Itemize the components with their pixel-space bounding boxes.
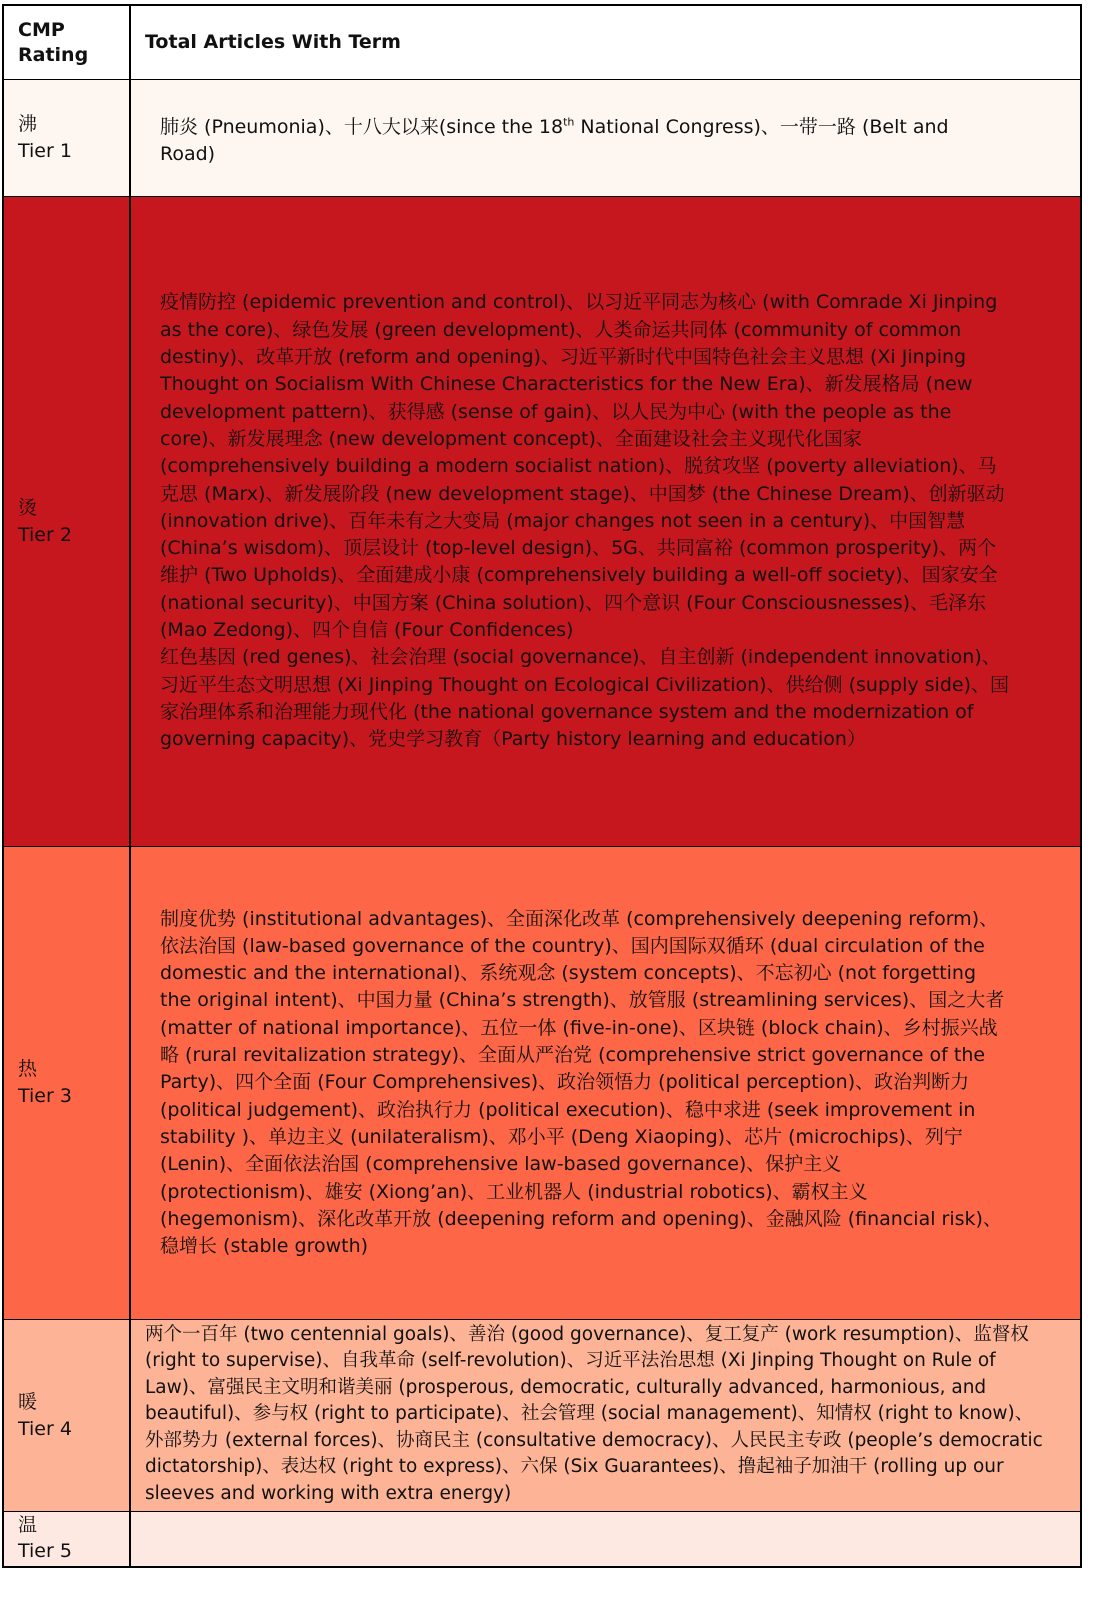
tier-3-terms-text: 制度优势 (institutional advantages)、全面深化改革 (comprehensively deepening reform)、依法治国 (law-based governance of the country)、国内国际双循环 (dual circulation of the domestic and the international)、系统观念 (system concepts)、不忘初心 (not forgetting the original intent)、中国力量 (China’s strength)、放管服 (streamlining services)、国之大者 (matter of national importance)、五位一体 (five-in-one)、区块链 (block chain)、乡村振兴战略 (rural revitalization strategy)、全面从严治党 (comprehensive strict governance of the Party)、四个全面 (Four Comprehensives)、政治领悟力 (political perception)、政治判断力 (political judgement)、政治执行力 (political execution)、稳中求进 (seek improvement in stability )、单边主义 (unilateralism)、邓小平 (Deng Xiaoping)、芯片 (microchips)、列宁 (Lenin)、全面依法治国 (comprehensive law-based governance)、保护主义 (protectionism)、雄安 (Xiong’an)、工业机器人 (industrial robotics)、霸权主义 (hegemonism)、深化改革开放 (deepening reform and opening)、金融风险 (financial risk)、稳增长 (stable growth) [160,907,1005,1258]
tier-3-chinese: 热 [18,1058,38,1080]
header-total-articles: Total Articles With Term [145,30,401,53]
tier-1-rating [4,80,131,196]
tier-4-label: Tier 4 [18,1417,72,1440]
header-cmp-rating: CMP Rating [4,6,131,79]
tier-2-terms [131,197,1080,846]
tier-2-row [4,197,1080,847]
tier-2-terms-text-2: 红色基因 (red genes)、社会治理 (social governance)、自主创新 (independent innovation)、习近平生态文明思想 (Xi Jinping Thought on Ecological Civilization)、供给侧 (supply side)、国家治理体系和治理能力现代化 (the national governance system and the modernization of governing capacity)、党史学习教育（Party history learning and education） [160,646,1009,751]
tier-2-terms-text: 疫情防控 (epidemic prevention and control)、以习近平同志为核心 (with Comrade Xi Jinping as the core)、绿色发展 (green development)、人类命运共同体 (community of common destiny)、改革开放 (reform and opening)、习近平新时代中国特色社会主义思想 (Xi Jinping Thought on Socialism With Chinese Characteristics for the New Era)、新发展格局 (new development pattern)、获得感 (sense of gain)、以人民为中心 (with the people as the core)、新发展理念 (new development concept)、全面建设社会主义现代化国家 (comprehensively building a modern socialist nation)、脱贫攻坚 (poverty alleviation)、马克思 (Marx)、新发展阶段 (new development stage)、中国梦 (the Chinese Dream)、创新驱动 (innovation drive)、百年未有之大变局 (major changes not seen in a century)、中国智慧 (China’s wisdom)、顶层设计 (top-level design)、5G、共同富裕 (common prosperity)、两个维护 (Two Upholds)、全面建成小康 (comprehensively building a well-off society)、国家安全 (national security)、中国方案 (China solution)、四个意识 (Four Consciousnesses)、毛泽东 (Mao Zedong)、四个自信 (Four Confidences) [160,291,1005,642]
tier-1-terms [131,80,1080,196]
tier-1-text-before: 肺炎 (Pneumonia)、十八大以来(since the 18 [160,115,564,138]
tier-5-row [4,1512,1080,1566]
tier-1-terms-text [160,114,980,169]
tier-4-terms [131,1320,1080,1511]
tier-3-label: Tier 3 [18,1085,72,1107]
header-row [4,6,1080,80]
tier-1-row [4,80,1080,197]
tier-3-rating [4,847,131,1319]
tier-2-label: Tier 2 [18,523,72,546]
tier-4-chinese: 暖 [18,1390,38,1413]
tier-5-rating [4,1512,131,1566]
tier-2-rating [4,197,131,846]
tier-4-row [4,1320,1080,1512]
cmp-rating-table [2,4,1082,1568]
tier-5-label: Tier 5 [18,1540,72,1562]
tier-1-chinese: 沸 [18,113,38,135]
tier-2-chinese: 烫 [18,496,38,519]
tier-3-row [4,847,1080,1320]
tier-1-text-sup: th [563,115,575,129]
tier-4-terms-text: 两个一百年 (two centennial goals)、善治 (good governance)、复工复产 (work resumption)、监督权 (right to supervise)、自我革命 (self-revolution)、习近平法治思想 (Xi Jinping Thought on Rule of Law)、富强民主文明和谐美丽 (prosperous, democratic, culturally advanced, harmonious, and beautiful)、参与权 (right to participate)、社会管理 (social management)、知情权 (right to know)、外部势力 (external forces)、协商民主 (consultative democracy)、人民民主专政 (people’s democratic dictatorship)、表达权 (right to express)、六保 (Six Guarantees)、撸起袖子加油干 (rolling up our sleeves and working with extra energy) [145,1324,1043,1504]
tier-1-label: Tier 1 [18,140,72,162]
tier-4-rating [4,1320,131,1511]
tier-5-chinese: 温 [18,1514,38,1536]
tier-1-text-after: National Congress)、一带一路 (Belt and Road) [160,115,949,165]
tier-3-terms [131,847,1080,1319]
tier-5-terms [131,1512,1080,1566]
